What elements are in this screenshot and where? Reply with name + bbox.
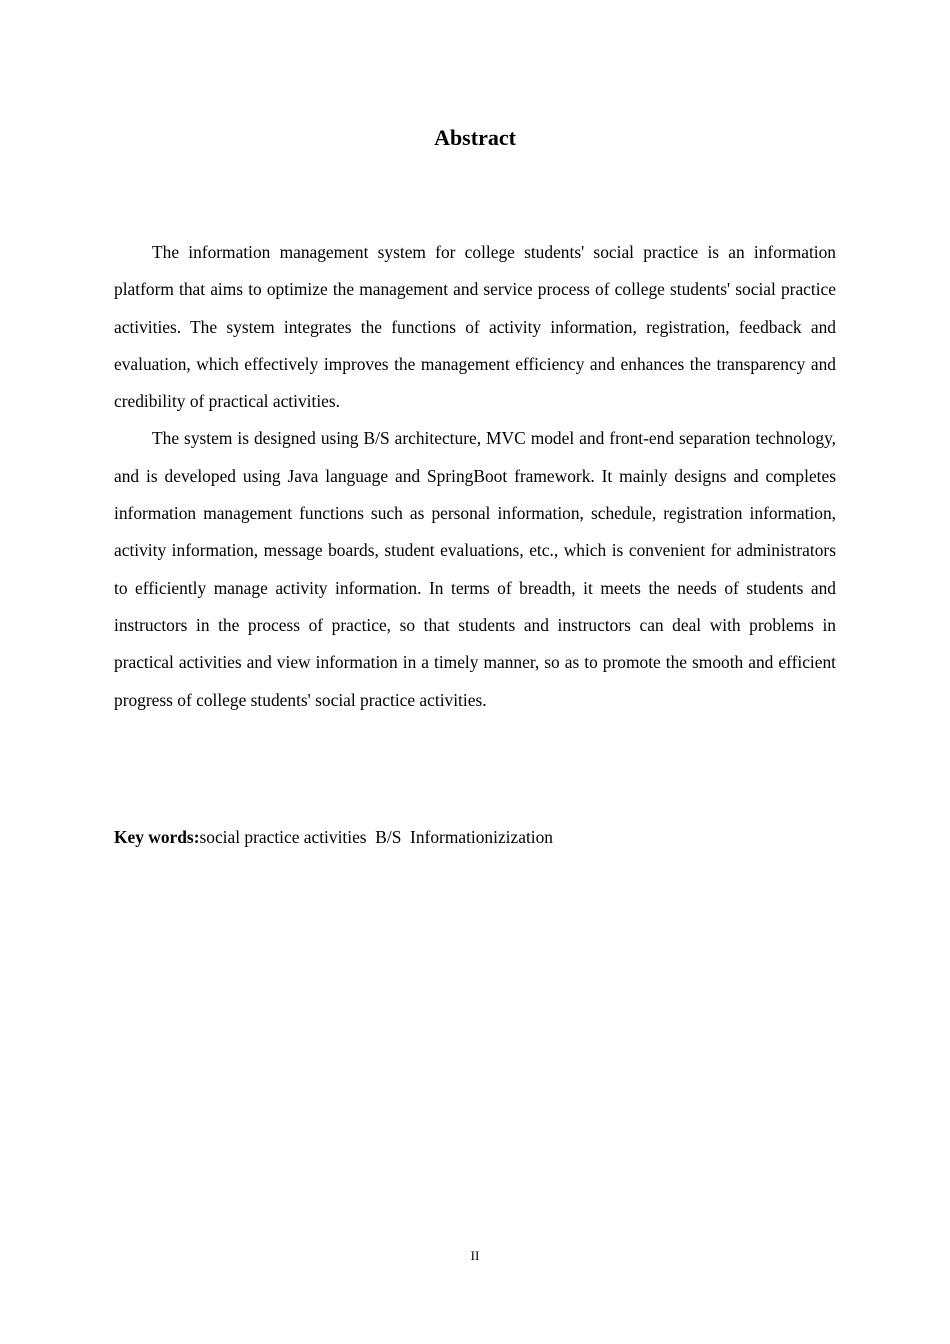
page-number: II: [470, 1248, 480, 1263]
page-title: Abstract: [434, 125, 516, 150]
abstract-paragraph-2: The system is designed using B/S architecture, MVC model and front-end separation technology, and is developed using Java language and SpringBoot framework. It mainly designs and completes information management functions such as personal information, schedule, registration information, activity information, message boards, student evaluations, etc., which is convenient for administrators to efficiently manage activity information. In terms of breadth, it meets the needs of students and instructors in the process of practice, so that students and instructors can deal with problems in practical activities and view information in a timely manner, so as to promote the smooth and efficient progress of college students' social practice activities.: [114, 428, 836, 710]
keywords-label: Key words:: [114, 827, 200, 847]
abstract-body: [114, 234, 836, 719]
abstract-paragraph-1: The information management system for college students' social practice is an information platform that aims to optimize the management and service process of college students' social practice activities. The system integrates the functions of activity information, registration, feedback and evaluation, which effectively improves the management efficiency and enhances the transparency and credibility of practical activities.: [114, 242, 836, 412]
keywords-line: [114, 820, 836, 854]
keywords-text: social practice activities B/S Informationizization: [199, 827, 553, 847]
